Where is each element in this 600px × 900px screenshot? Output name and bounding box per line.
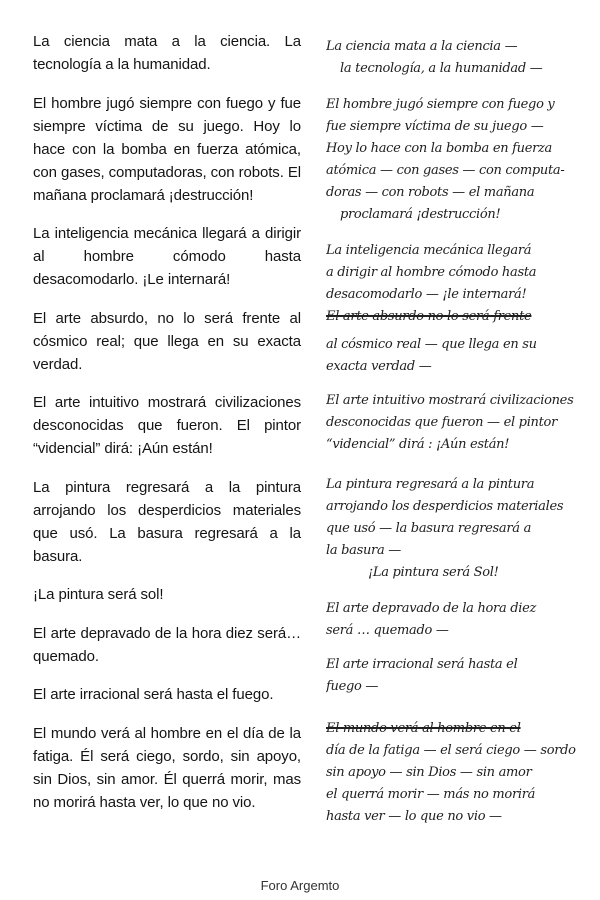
handwritten-line: hasta ver — lo que no vio — xyxy=(326,809,502,824)
handwritten-block-6 xyxy=(326,474,588,584)
handwritten-line: la basura — xyxy=(326,543,401,558)
handwritten-line: desacomodarlo — ¡le internará! xyxy=(326,287,527,302)
handwritten-line: El hombre jugó siempre con fuego y xyxy=(326,97,555,112)
handwritten-line: La inteligencia mecánica llegará xyxy=(326,243,532,258)
handwritten-block-3 xyxy=(326,240,588,328)
handwritten-line: El arte intuitivo mostrará civilizaciones xyxy=(326,393,574,408)
handwritten-block-2 xyxy=(326,94,588,226)
handwritten-line: “videncial” dirá : ¡Aún están! xyxy=(326,437,510,452)
typed-paragraph: La ciencia mata a la ciencia. La tecnología a la humanidad. xyxy=(33,33,301,73)
handwritten-line: será … quemado — xyxy=(326,623,449,638)
handwritten-line: fue siempre víctima de su juego — xyxy=(326,119,544,134)
handwritten-block-9 xyxy=(326,718,588,828)
typed-paragraph: El arte depravado de la hora diez será… quemado. xyxy=(33,624,301,665)
handwritten-block-5 xyxy=(326,390,588,456)
handwritten-column xyxy=(326,32,588,828)
handwritten-line: proclamará ¡destrucción! xyxy=(340,207,501,222)
handwritten-line: exacta verdad — xyxy=(326,359,432,374)
handwritten-line: la tecnología, a la humanidad — xyxy=(340,61,543,76)
footer-caption: Foro Argemto xyxy=(260,878,340,893)
struck-handwritten-line: El arte absurdo no lo será frente xyxy=(326,309,532,324)
handwritten-line: atómica — con gases — con computa- xyxy=(326,163,565,178)
handwritten-line: La ciencia mata a la ciencia — xyxy=(326,39,518,54)
handwritten-line: ¡La pintura será Sol! xyxy=(368,565,499,580)
handwritten-line: La pintura regresará a la pintura xyxy=(326,477,535,492)
handwritten-block-7 xyxy=(326,598,588,642)
typed-paragraph: El mundo verá al hombre en el día de la fatiga. Él será ciego, sordo, sin apoyo, sin Dios, sin amor. Él querrá morir, mas no morirá hasta ver, lo que no vio. xyxy=(33,724,301,811)
handwritten-line: doras — con robots — el mañana xyxy=(326,185,535,200)
handwritten-block-1 xyxy=(326,36,588,80)
typed-paragraph: El arte intuitivo mostrará civilizaciones desconocidas que fueron. El pintor “videncial” dirá: ¡Aún están! xyxy=(33,394,301,457)
typed-column xyxy=(33,30,301,829)
handwritten-line: que usó — la basura regresará a xyxy=(326,521,532,536)
handwritten-block-4 xyxy=(326,334,588,378)
handwritten-line: fuego — xyxy=(326,679,379,694)
struck-handwritten-line: El mundo verá al hombre en el xyxy=(326,721,521,736)
handwritten-line: sin apoyo — sin Dios — sin amor xyxy=(326,765,532,780)
typed-paragraph: El arte absurdo, no lo será frente al cósmico real; que llega en su exacta verdad. xyxy=(33,309,301,373)
typed-paragraph: El hombre jugó siempre con fuego y fue siempre víctima de su juego. Hoy lo hace con la bomba en fuerza atómica, con gases, computadoras, con robots. El mañana proclamará ¡destrucción! xyxy=(33,94,301,204)
handwritten-line: día de la fatiga — el será ciego — sordo xyxy=(326,743,576,758)
typed-paragraph: La inteligencia mecánica llegará a dirigir al hombre cómodo hasta desacomodarlo. ¡Le internará! xyxy=(33,225,301,288)
typed-paragraph: La pintura regresará a la pintura arrojando los desperdicios materiales que usó. La basura regresará a la basura. xyxy=(33,478,301,565)
handwritten-line: el querrá morir — más no morirá xyxy=(326,787,536,802)
typed-paragraph: ¡La pintura será sol! xyxy=(33,586,164,603)
handwritten-line: El arte irracional será hasta el xyxy=(326,657,518,672)
handwritten-block-8 xyxy=(326,654,588,698)
typed-paragraph: El arte irracional será hasta el fuego. xyxy=(33,686,274,703)
handwritten-line: a dirigir al hombre cómodo hasta xyxy=(326,265,537,280)
handwritten-line: arrojando los desperdicios materiales xyxy=(326,499,564,514)
handwritten-line: desconocidas que fueron — el pintor xyxy=(326,415,557,430)
handwritten-line: al cósmico real — que llega en su xyxy=(326,337,537,352)
handwritten-line: El arte depravado de la hora diez xyxy=(326,601,537,616)
handwritten-line: Hoy lo hace con la bomba en fuerza xyxy=(326,141,553,156)
